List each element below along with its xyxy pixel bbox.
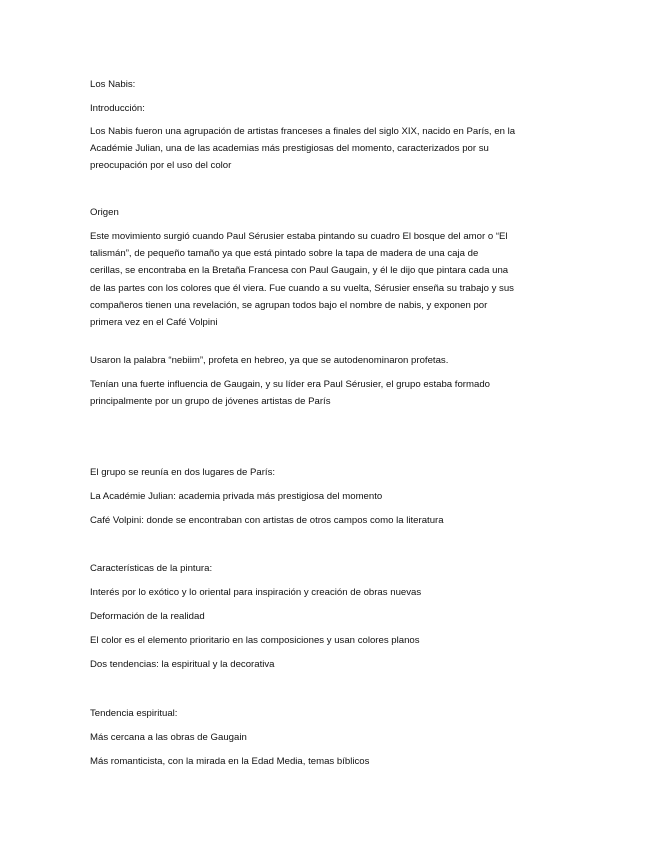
paragraph-line: primera vez en el Café Volpini [90, 317, 218, 329]
paragraph-line: principalmente por un grupo de jóvenes artistas de París [90, 396, 331, 408]
features-heading: Características de la pintura: [90, 563, 213, 574]
paragraph-line: Tenían una fuerte influencia de Gaugain, y su líder era Paul Sérusier, el grupo estaba formado [90, 379, 490, 390]
spiritual-heading: Tendencia espiritual: [90, 708, 178, 719]
feature-item: Interés por lo exótico y lo oriental para inspiración y creación de obras nuevas [90, 587, 422, 598]
influence-paragraph [90, 376, 570, 410]
paragraph-line: de las partes con los colores que él viera. Fue cuando a su vuelta, Sérusier enseña su trabajo y sus [90, 282, 514, 294]
places-heading: El grupo se reunía en dos lugares de París: [90, 467, 276, 478]
paragraph-line: preocupación por el uso del color [90, 160, 232, 172]
origin-paragraph [90, 228, 570, 331]
feature-item: El color es el elemento prioritario en las composiciones y usan colores planos [90, 635, 420, 646]
spiritual-item: Más cercana a las obras de Gaugain [90, 732, 247, 743]
paragraph-line: cerillas, se encontraba en la Bretaña Francesa con Paul Gaugain, y él le dijo que pintara cada una [90, 265, 509, 277]
paragraph-line: Académie Julian, una de las academias más prestigiosas del momento, caracterizados por su [90, 143, 489, 155]
intro-paragraph [90, 123, 570, 175]
feature-item: Deformación de la realidad [90, 611, 205, 622]
paragraph-line: compañeros tienen una revelación, se agrupan todos bajo el nombre de nabis, y exponen por [90, 299, 488, 311]
spiritual-item: Más romanticista, con la mirada en la Edad Media, temas bíblicos [90, 756, 370, 767]
place-item: La Académie Julian: academia privada más prestigiosa del momento [90, 491, 383, 502]
nebiim-paragraph: Usaron la palabra “nebiim”, profeta en hebreo, ya que se autodenominaron profetas. [90, 355, 449, 366]
intro-heading: Introducción: [90, 103, 145, 114]
place-item: Café Volpini: donde se encontraban con artistas de otros campos como la literatura [90, 515, 444, 526]
paragraph-line: Este movimiento surgió cuando Paul Sérusier estaba pintando su cuadro El bosque del amor o “El [90, 231, 508, 242]
feature-item: Dos tendencias: la espiritual y la decorativa [90, 659, 275, 670]
origin-heading: Origen [90, 207, 119, 218]
paragraph-line: talismán”, de pequeño tamaño ya que está pintado sobre la tapa de madera de una caja de [90, 248, 479, 260]
paragraph-line: Los Nabis fueron una agrupación de artistas franceses a finales del siglo XIX, nacido en París, en la [90, 126, 516, 137]
document-title: Los Nabis: [90, 79, 136, 90]
